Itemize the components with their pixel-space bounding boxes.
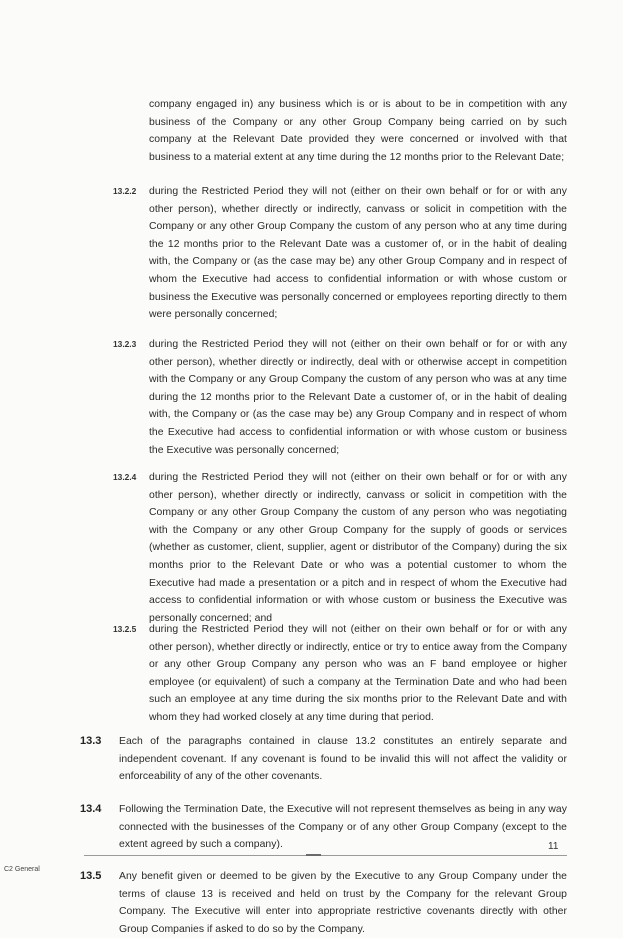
footer-divider	[84, 855, 567, 856]
clause-text-13-5: Any benefit given or deemed to be given by the Executive to any Group Company under the terms of clause 13 is received and held on trust by the Company for the relevant Group Company. The Executive will enter into appropriate restrictive covenants directly with other Group Companies if asked to do so by the Company.	[119, 871, 567, 935]
clause-text-13-4: Following the Termination Date, the Executive will not represent themselves as being in any way connected with the businesses of the Company or of any other Group Company (except to the extent agreed by such a company).	[119, 804, 567, 851]
clause-number-13-2-4: 13.2.4	[113, 472, 137, 482]
clause-text-13-2-3: during the Restricted Period they will not (either on their own behalf or for or with any other person), whether directly or indirectly, deal with or otherwise accept in competition with the Company or any Group Company the custom of any person who was at any time during the 12 months prior to the Relevant Date a customer of, or in the habit of dealing with, the Company or (as the case may be) any Group Company and in respect of whom the Executive had access to confidential information or with whose custom or business the Executive was personally concerned;	[149, 339, 567, 456]
clause-number-13-4: 13.4	[80, 803, 102, 815]
clause-text-13-2-5: during the Restricted Period they will not (either on their own behalf or for or with any other person), whether directly or indirectly, entice or try to entice away from the Company or any other Group Company any person who was an F band employee or higher employee (or equivalent) of such a company at the Termination Date and who had been such an employee at any time during the six months prior to the Relevant Date and with whom they had worked closely at any time during that period.	[149, 624, 567, 723]
continuation-paragraph: company engaged in) any business which is or is about to be in competition with any business of the Company or any other Group Company being carried on by such company at the Relevant Date provided they were concerned or involved with that business to a material extent at any time during the 12 months prior to the Relevant Date;	[149, 99, 567, 163]
clause-number-13-2-5: 13.2.5	[113, 624, 137, 634]
clause-text-13-2-2: during the Restricted Period they will not (either on their own behalf or for or with any other person), whether directly or indirectly, canvass or solicit in competition with the Company or any other Group Company the custom of any person who at any time during the 12 months prior to the Relevant Date was a customer of, or in the habit of dealing with, the Company or (as the case may be) any other Group Company and in respect of whom the Executive had access to confidential information or with whose custom or business the Executive was personally concerned or employees reporting directly to them were personally concerned;	[149, 186, 567, 321]
clause-number-13-2-3: 13.2.3	[113, 339, 137, 349]
clause-number-13-5: 13.5	[80, 870, 102, 882]
classification-label: C2 General	[4, 866, 40, 873]
clause-text-13-2-4: during the Restricted Period they will not (either on their own behalf or for or with any other person), whether directly or indirectly, canvass or solicit in competition with the Company or any other Group Company the custom of any person who was negotiating with the Company or any other Group Company for the supply of goods or services (whether as customer, client, supplier, agent or distributor of the Company) during the six months prior to the Relevant Date or who was a potential customer to whom the Executive had made a presentation or a pitch and in respect of whom the Executive had access to confidential information or with whose custom or business the Executive was personally concerned; and	[149, 472, 567, 624]
clause-text-13-3: Each of the paragraphs contained in clause 13.2 constitutes an entirely separate and independent covenant. If any covenant is found to be invalid this will not affect the validity or enforceability of any of the other covenants.	[119, 736, 567, 783]
clause-number-13-2-2: 13.2.2	[113, 186, 137, 196]
footer-center-mark	[306, 854, 321, 856]
page-number: 11	[548, 841, 559, 852]
clause-number-13-3: 13.3	[80, 735, 102, 747]
